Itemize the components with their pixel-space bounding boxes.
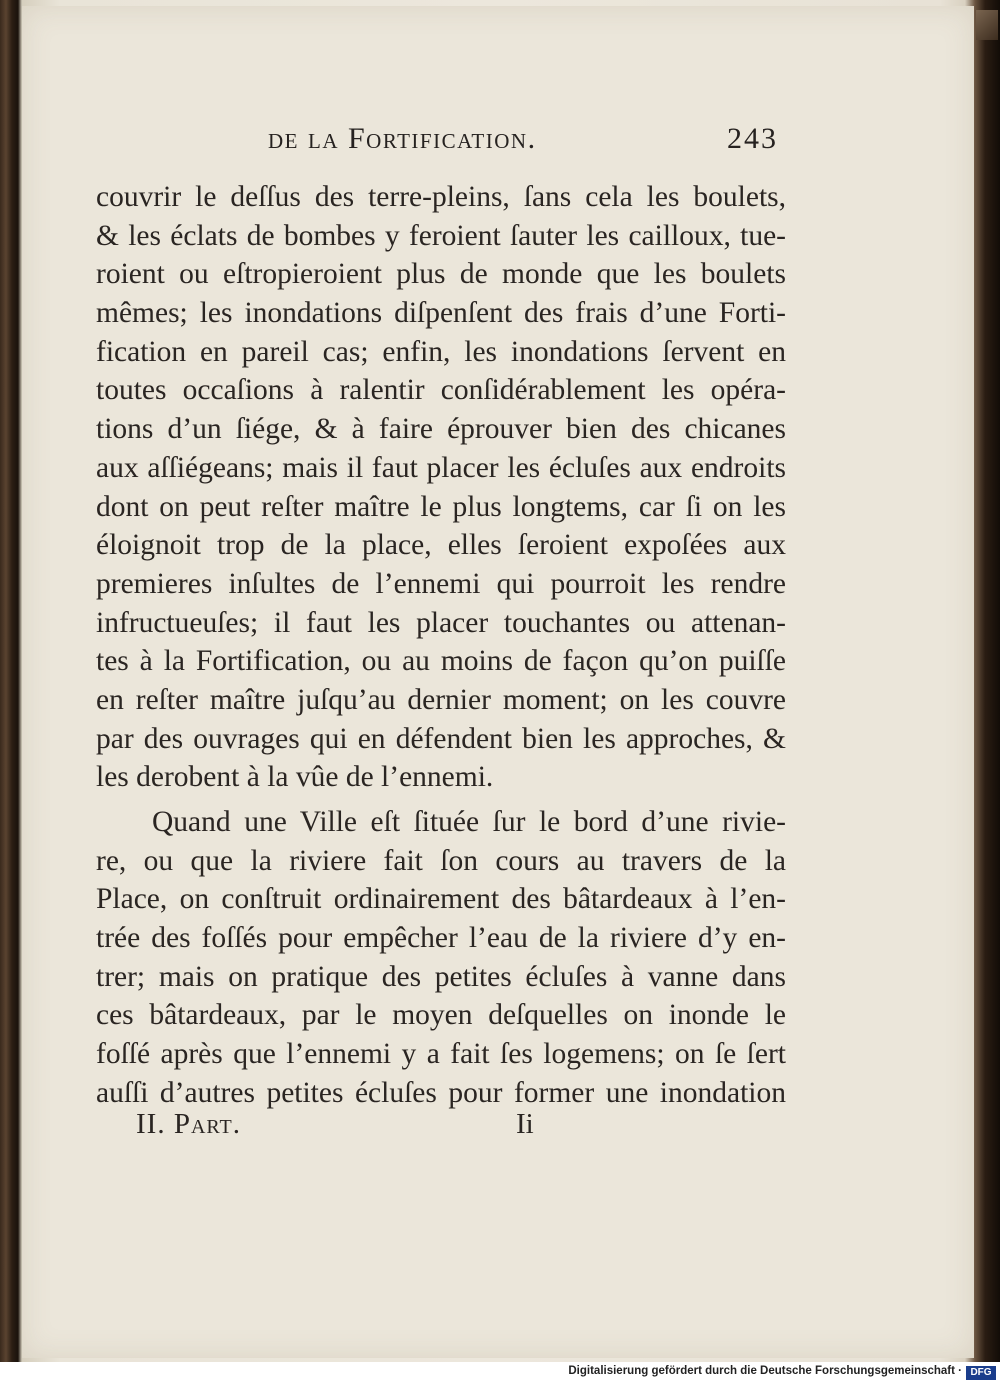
text-line: par des ouvrages qui en défendent bien les approches, & [96,722,786,755]
text-line: éloignoit trop de la place, elles ſeroient expoſées aux [96,529,786,562]
text-line: dont on peut reſter maître le plus longtems, car ſi on les [96,490,786,523]
text-line: en reſter maître juſqu’au dernier moment; on les couvre [96,683,786,716]
text-line: aux aſſiégeans; mais il faut placer les écluſes aux endroits [96,451,786,484]
text-line: tes à la Fortification, ou au moins de façon qu’on puiſſe [96,645,786,678]
part-label: II. Part. [136,1108,241,1140]
dfg-logo-icon: DFG [966,1366,996,1380]
text-line: mêmes; les inondations diſpenſent des frais d’une Forti- [96,297,786,330]
text-line: ces bâtardeaux, par le moyen deſquelles on inonde le [96,999,786,1032]
text-line: toutes occaſions à ralentir conſidérablement les opéra- [96,374,786,407]
paragraph-2 [96,803,786,1113]
text-line: Place, on conſtruit ordinairement des bâtardeaux à l’en- [96,883,786,916]
text-line: foſſé après que l’ennemi y a fait ſes logemens; on ſe ſert [96,1038,786,1071]
funding-credit: Digitalisierung gefördert durch die Deutsche Forschungsgemeinschaft · [568,1365,962,1377]
text-line: premieres inſultes de l’ennemi qui pourroit les rendre [96,567,786,600]
text-line: auſſi d’autres petites écluſes pour former une inondation [96,1076,786,1109]
signature-mark: Ii [516,1108,534,1140]
credit-bar [0,1362,1000,1384]
page-footer [136,1108,556,1141]
text-line: & les éclats de bombes y feroient ſauter les cailloux, tue- [96,219,786,252]
text-line: Quand une Ville eſt ſituée ſur le bord d’une rivie- [152,806,786,838]
running-head-title: de la Fortification. [268,122,537,155]
page-number: 243 [727,122,778,155]
text-line: couvrir le deſſus des terre-pleins, ſans cela les boulets, [96,181,786,213]
paragraph-1 [96,178,786,797]
running-head [268,122,778,156]
text-line: tions d’un ſiége, & à faire éprouver bien des chicanes [96,413,786,446]
text-line: trée des foſſés pour empêcher l’eau de la riviere d’y en- [96,922,786,955]
text-line: re, ou que la riviere fait ſon cours au travers de la [96,844,786,877]
text-line: fication en pareil cas; enfin, les inondations ſervent en [96,335,786,368]
text-line: infructueuſes; il faut les placer touchantes ou attenan- [96,606,786,639]
text-line: les derobent à la vûe de l’ennemi. [96,761,494,794]
text-line: roient ou eſtropieroient plus de monde que les boulets [96,258,786,291]
book-corner [976,10,998,40]
page-body [96,178,786,1113]
text-line: trer; mais on pratique des petites écluſes à vanne dans [96,960,786,993]
